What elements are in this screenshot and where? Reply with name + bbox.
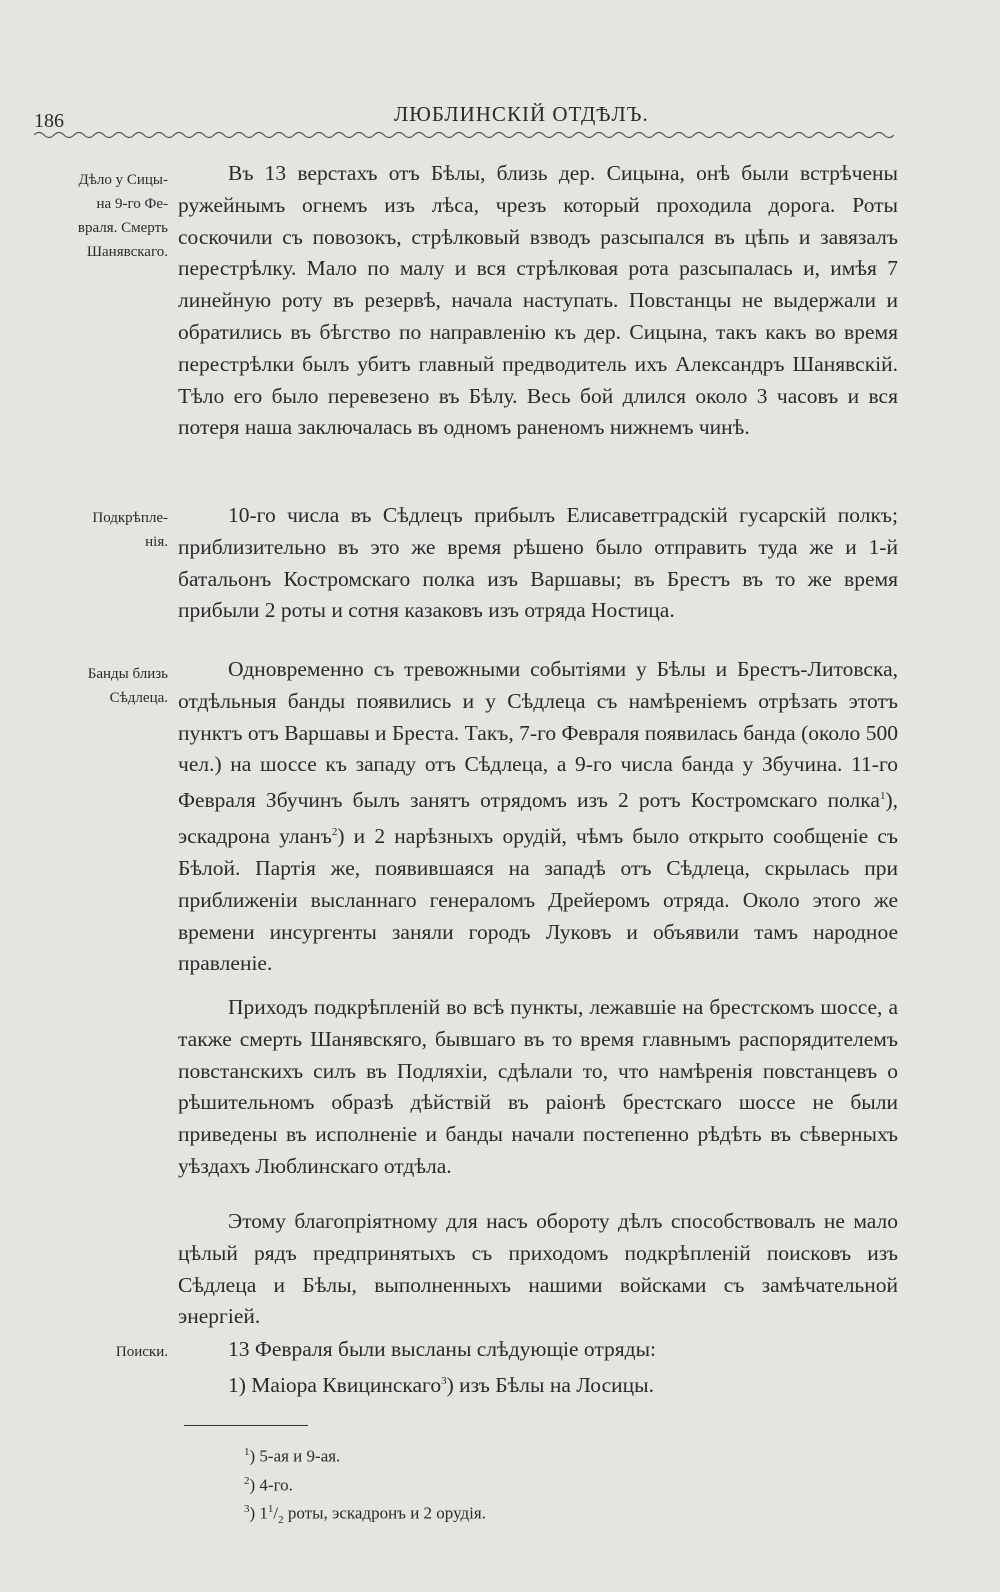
footnote-1	[244, 1440, 486, 1469]
paragraph-3-part-b: ), эскадрона уланъ	[178, 788, 898, 849]
margin-note-reinforcements: Подкрѣпле- нія.	[92, 510, 168, 550]
margin-note-sicyn-battle: Дѣло у Сицы- на 9-го Фе- враля. Смерть Шанявскаго.	[77, 172, 168, 260]
wavy-rule	[34, 128, 894, 142]
footnote-mark-3: 3	[244, 1503, 250, 1516]
paragraph-3-part-c: ) и 2 нарѣзныхъ орудій, чѣмъ было открыто сообщеніе съ Бѣлой. Партія же, появившаяся на западѣ отъ Сѣдлеца, скрылась при приближеніи высланнаго генераломъ Дрейеромъ отряда. Около этого же времени инсургенты заняли городъ Луковъ и объявили тамъ народное правленіе.	[178, 824, 898, 976]
footnote-1-text: ) 5-ая и 9-ая.	[249, 1446, 341, 1466]
footnote-2	[244, 1469, 486, 1498]
page-number: 186	[34, 110, 64, 132]
footnote-2-text: ) 4-го.	[249, 1475, 293, 1495]
footnote-3-fraction-slash: /	[273, 1503, 279, 1523]
paragraph-2-text: 10-го числа въ Сѣдлецъ прибылъ Елисаветградскій гусарскій полкъ; приблизительно въ это же время рѣшено было отправить туда же и 1-й батальонъ Костромскаго полка изъ Варшавы; въ Брестъ въ то же время прибыли 2 роты и сотня казаковъ изъ отряда Ностица.	[178, 503, 898, 623]
paragraph-4	[178, 992, 898, 1183]
running-head: ЛЮБЛИНСКІЙ ОТДѢЛЪ.	[394, 102, 649, 126]
paragraph-1	[178, 158, 898, 444]
footnote-3-part-a: ) 1	[249, 1503, 268, 1523]
footnotes	[244, 1440, 486, 1532]
paragraph-3	[178, 654, 898, 980]
footnote-ref-3: 3	[441, 1375, 447, 1387]
paragraph-6	[178, 1334, 898, 1366]
paragraph-1-text: Въ 13 верстахъ отъ Бѣлы, близь дер. Сицына, онѣ были встрѣчены ружейнымъ огнемъ изъ лѣса, чрезъ который проходила дорога. Роты соскочили съ повозокъ, стрѣлковый взводъ разсыпался въ цѣпь и завязалъ перестрѣлку. Мало по малу и вся стрѣлковая рота разсыпалась и, имѣя 7 линейную роту въ резервѣ, начала наступать. Повстанцы не выдержали и обратились въ бѣгство по направленію къ дер. Сицына, такъ какъ во время перестрѣлки былъ убитъ главный предводитель ихъ Александръ Шанявскій. Тѣло его было перевезено въ Бѣлу. Весь бой длился около 3 часовъ и вся потеря наша заключалась въ одномъ раненомъ нижнемъ чинѣ.	[178, 161, 898, 440]
paragraph-7-text	[178, 1366, 898, 1402]
paragraph-7-part-a: 1) Маіора Квицинскаго	[228, 1373, 442, 1398]
footnote-mark-1: 1	[244, 1446, 250, 1458]
paragraph-3-text	[178, 654, 898, 980]
footnote-3-fraction-num: 1	[267, 1503, 274, 1516]
paragraph-5-text: Этому благопріятному для насъ обороту дѣлъ способствовалъ не мало цѣлый рядъ предпринятыхъ съ приходомъ подкрѣпленій поисковъ изъ Сѣдлеца и Бѣлы, выполненныхъ нашими войсками съ замѣчательной энергіей.	[178, 1209, 898, 1329]
paragraph-4-text: Приходъ подкрѣпленій во всѣ пункты, лежавшіе на брестскомъ шоссе, а также смерть Шанявскяго, бывшаго въ то время главнымъ распорядителемъ повстанскихъ силъ въ Подляхіи, сдѣлали то, что намѣренія повстанцевъ о рѣшительномъ образѣ дѣйствій въ раіонѣ брестскаго шоссе не были приведены въ исполненіе и банды начали постепенно рѣдѣть въ сѣверныхъ уѣздахъ Люблинскаго отдѣла.	[178, 995, 898, 1178]
footnote-3-part-b: роты, эскадронъ и 2 орудія.	[283, 1503, 486, 1523]
footnote-mark-2: 2	[244, 1474, 250, 1487]
paragraph-5	[178, 1206, 898, 1333]
paragraph-7-part-b: ) изъ Бѣлы на Лосицы.	[446, 1373, 654, 1398]
paragraph-2	[178, 500, 898, 627]
paragraph-6-text: 13 Февраля были высланы слѣдующіе отряды:	[228, 1337, 657, 1361]
margin-note-searches: Поиски.	[115, 1344, 168, 1360]
footnote-rule	[184, 1425, 308, 1426]
footnote-ref-2: 2	[331, 826, 338, 839]
footnote-ref-1: 1	[879, 790, 886, 803]
margin-note-bands-siedlce: Банды близь Сѣдлеца.	[87, 666, 168, 706]
paragraph-7	[178, 1366, 898, 1402]
footnote-3	[244, 1497, 486, 1532]
paragraph-3-part-a: Одновременно съ тревожными событіями у Бѣлы и Брестъ-Литовска, отдѣльныя банды появились и у Сѣдлеца съ намѣреніемъ отрѣзать этотъ пунктъ отъ Варшавы и Бреста. Такъ, 7-го Февраля появилась банда (около 500 чел.) на шоссе къ западу отъ Сѣдлеца, а 9-го числа банда у Збучина. 11-го Февраля Збучинъ былъ занятъ отрядомъ изъ 2 ротъ Костромскаго полка	[178, 657, 898, 813]
footnote-3-fraction-den: 2	[278, 1514, 284, 1527]
